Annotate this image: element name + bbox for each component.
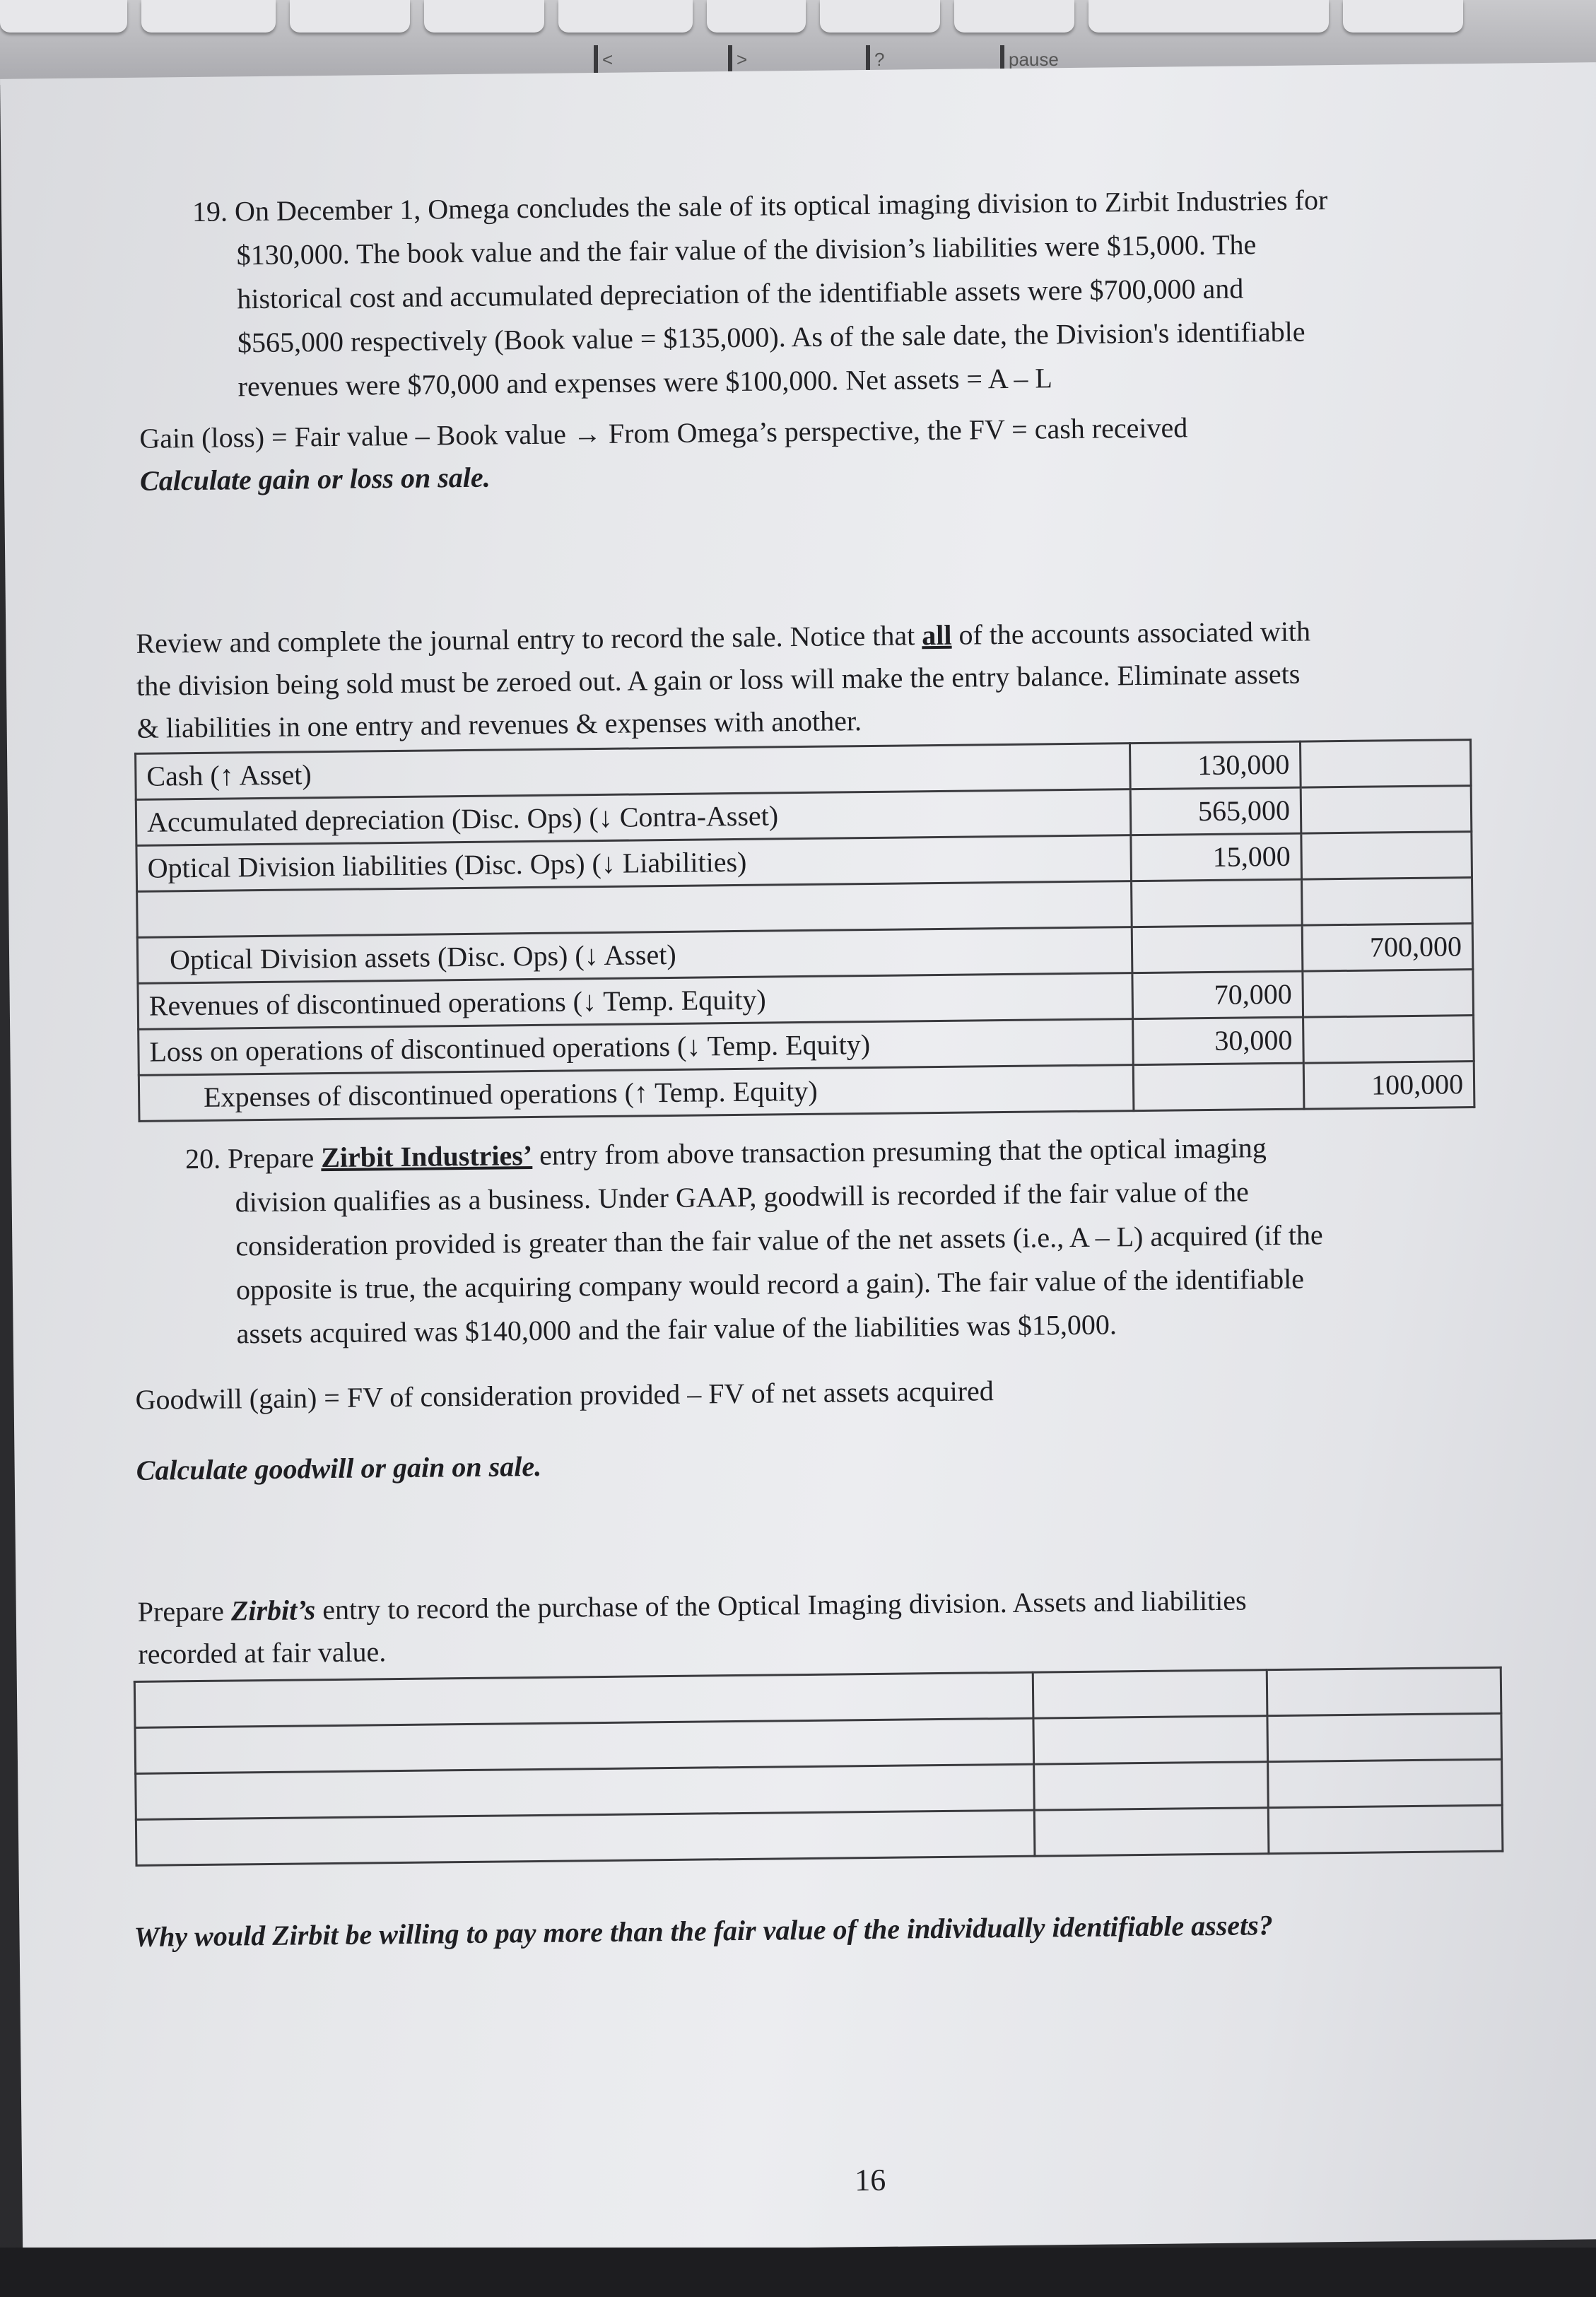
q20-line-3: consideration provided is greater than the fair value of the net assets (i.e., A – L) acquired (if the xyxy=(235,1218,1323,1262)
keyboard-key xyxy=(1343,0,1463,33)
q20-formula: Goodwill (gain) = FV of consideration provided – FV of net assets acquired xyxy=(135,1375,994,1416)
keyboard-key-label: ? xyxy=(866,45,884,74)
keyboard-key xyxy=(141,0,276,33)
q20-why-question: Why would Zirbit be willing to pay more than the fair value of the individually identifiable assets? xyxy=(134,1909,1273,1953)
account-cell[interactable] xyxy=(136,1810,1035,1865)
account-cell: Revenues of discontinued operations (↓ Temp. Equity) xyxy=(138,973,1133,1030)
debit-cell: 70,000 xyxy=(1132,971,1303,1019)
credit-cell: 700,000 xyxy=(1302,924,1473,972)
keyboard-key xyxy=(424,0,544,33)
q19-review-line-3: & liabilities in one entry and revenues & expenses with another. xyxy=(136,705,862,744)
company-name: Zirbit Industries’ xyxy=(320,1139,533,1174)
keyboard-key xyxy=(820,0,940,33)
account-cell: Optical Division assets (Disc. Ops) (↓ Asset) xyxy=(137,927,1132,984)
credit-cell[interactable] xyxy=(1267,1713,1502,1761)
debit-cell xyxy=(1132,925,1303,973)
keyboard-key-label: > xyxy=(728,45,747,74)
keyboard-key xyxy=(954,0,1074,33)
debit-cell[interactable] xyxy=(1034,1808,1269,1856)
q20-journal-table xyxy=(134,1667,1504,1867)
debit-cell: 30,000 xyxy=(1133,1017,1304,1065)
account-cell: Accumulated depreciation (Disc. Ops) (↓ Contra-Asset) xyxy=(136,789,1131,846)
desk-surface xyxy=(0,2248,1596,2297)
company-name: Zirbit’s xyxy=(230,1594,316,1627)
account-cell: Optical Division liabilities (Disc. Ops) (↓ Liabilities) xyxy=(136,835,1132,892)
credit-cell xyxy=(1303,1016,1474,1064)
account-cell: Expenses of discontinued operations (↑ Temp. Equity) xyxy=(139,1065,1134,1122)
q20-line-2: division qualifies as a business. Under GAAP, goodwill is recorded if the fair value of the xyxy=(235,1175,1250,1218)
credit-cell[interactable] xyxy=(1267,1667,1501,1715)
q19-line-5: revenues were $70,000 and expenses were $100,000. Net assets = A – L xyxy=(237,362,1053,403)
q20-number: 20. xyxy=(184,1142,221,1175)
debit-cell[interactable] xyxy=(1034,1762,1269,1810)
keyboard-key xyxy=(1089,0,1329,33)
credit-cell: 100,000 xyxy=(1303,1062,1474,1110)
q20-prepare-line-2: recorded at fair value. xyxy=(138,1635,387,1670)
q19-number: 19. xyxy=(192,195,228,228)
credit-cell xyxy=(1300,740,1471,788)
debit-cell: 130,000 xyxy=(1129,741,1301,789)
q19-prompt: Calculate gain or loss on sale. xyxy=(139,461,491,497)
keyboard-key xyxy=(290,0,410,33)
credit-cell xyxy=(1301,832,1472,880)
credit-cell xyxy=(1301,786,1472,834)
q19-line-1: 19. On December 1, Omega concludes the sale of its optical imaging division to Zirbit Industries for xyxy=(192,184,1328,228)
account-cell: Loss on operations of discontinued operations (↓ Temp. Equity) xyxy=(139,1019,1134,1076)
q19-line-2: $130,000. The book value and the fair value of the division’s liabilities were $15,000. The xyxy=(236,228,1257,271)
keyboard-key-label: < xyxy=(594,45,613,74)
debit-cell[interactable] xyxy=(1033,1716,1268,1764)
worksheet-page xyxy=(0,62,1596,2255)
q19-formula: Gain (loss) = Fair value – Book value → From Omega’s perspective, the FV = cash received xyxy=(139,411,1188,454)
credit-cell[interactable] xyxy=(1268,1759,1503,1807)
keyboard-key xyxy=(0,0,127,33)
page-number: 16 xyxy=(855,2162,886,2198)
debit-cell xyxy=(1132,879,1303,927)
q19-review-line-2: the division being sold must be zeroed out. A gain or loss will make the entry balance. Eliminate assets xyxy=(136,657,1301,702)
debit-cell: 565,000 xyxy=(1130,787,1301,835)
account-cell: Cash (↑ Asset) xyxy=(136,744,1131,800)
debit-cell: 15,000 xyxy=(1131,833,1302,881)
credit-cell[interactable] xyxy=(1268,1805,1503,1853)
keyboard-key-label: pause xyxy=(1000,45,1059,74)
q19-line-4: $565,000 respectively (Book value = $135,000). As of the sale date, the Division's identifiable xyxy=(237,315,1305,359)
q20-prompt: Calculate goodwill or gain on sale. xyxy=(136,1450,542,1486)
q20-line-4: opposite is true, the acquiring company would record a gain). The fair value of the identifiable xyxy=(235,1262,1305,1306)
q19-journal-table xyxy=(134,739,1475,1122)
q20-line-1: 20. Prepare Zirbit Industries’ entry from above transaction presuming that the optical imaging xyxy=(184,1132,1267,1175)
keyboard-key xyxy=(558,0,693,33)
q20-prepare-line-1: Prepare Zirbit’s entry to record the purchase of the Optical Imaging division. Assets and liabilities xyxy=(137,1584,1247,1628)
q19-line-3: historical cost and accumulated depreciation of the identifiable assets were $700,000 and xyxy=(237,272,1244,315)
credit-cell xyxy=(1303,970,1474,1018)
q19-review-line-1: Review and complete the journal entry to record the sale. Notice that all of the accounts associated with xyxy=(136,615,1311,659)
debit-cell[interactable] xyxy=(1033,1670,1267,1718)
credit-cell xyxy=(1302,878,1473,926)
keyboard-key xyxy=(707,0,806,33)
q20-line-5: assets acquired was $140,000 and the fair value of the liabilities was $15,000. xyxy=(236,1308,1117,1350)
debit-cell xyxy=(1133,1063,1304,1111)
emphasis-all: all xyxy=(921,618,952,652)
